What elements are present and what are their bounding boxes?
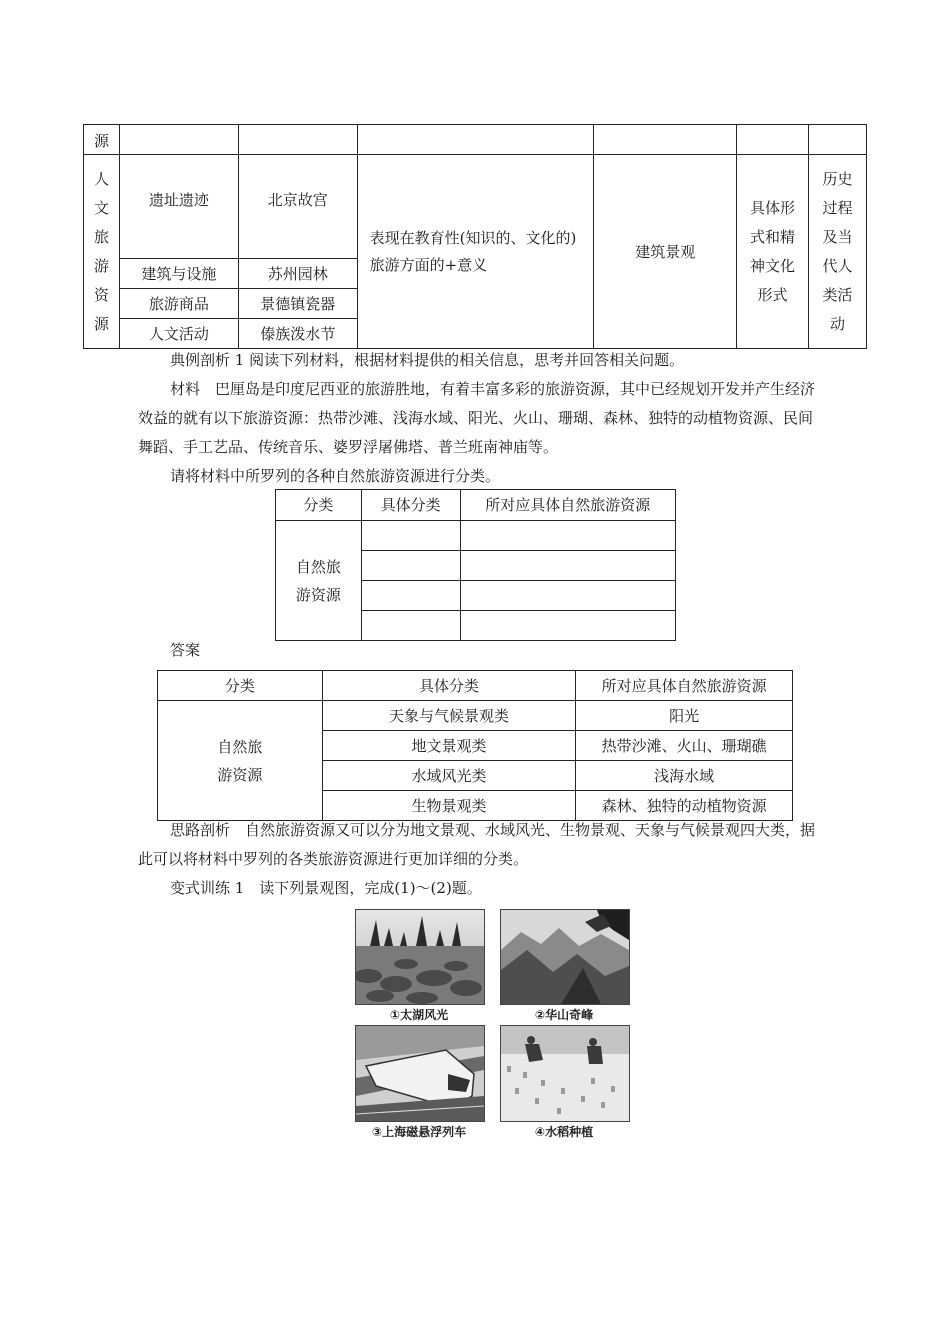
table1-history: 历史 过程 及当 代人 类活 动 (809, 155, 867, 349)
table1-row-type: 建筑与设施 (119, 259, 238, 289)
table1-col0-top: 源 (84, 125, 120, 155)
analysis-paragraph: 思路剖析 自然旅游资源又可以分为地文景观、水域风光、生物景观、天象与气候景观四大类，据此可以将材料中罗列的各类旅游资源进行更加详细的分类。 (138, 821, 816, 868)
table3-header-category: 分类 (158, 671, 323, 701)
table3-resources: 阳光 (576, 701, 793, 731)
blank-classification-table (275, 489, 676, 641)
table2-blank-cell[interactable] (460, 521, 675, 551)
table2-blank-cell[interactable] (361, 521, 460, 551)
table2-blank-cell[interactable] (361, 551, 460, 581)
table3-subtype: 水域风光类 (322, 761, 576, 791)
table3-category: 自然旅 游资源 (158, 701, 323, 821)
taihu-lake-photo (355, 909, 485, 1005)
table2-category: 自然旅 游资源 (276, 521, 362, 641)
table2-header-category: 分类 (276, 490, 362, 521)
huashan-peak-photo (500, 909, 630, 1005)
rice-planting-photo (500, 1025, 630, 1122)
table1-category-cell: 人 文 旅 游 资 源 (84, 155, 120, 349)
answer-label: 答案 (170, 641, 201, 659)
answer-table (157, 670, 793, 821)
photo-caption: ③上海磁悬浮列车 (371, 1125, 467, 1139)
table1-row-type: 人文活动 (119, 319, 238, 349)
table2-blank-cell[interactable] (361, 581, 460, 611)
table2-header-subtype: 具体分类 (361, 490, 460, 521)
table1-significance: 表现在教育性(知识的、文化的)旅游方面的+意义 (357, 155, 594, 349)
table2-blank-cell[interactable] (361, 611, 460, 641)
table2-header-resources: 所对应具体自然旅游资源 (460, 490, 675, 521)
table1-row-example: 苏州园林 (238, 259, 357, 289)
table3-resources: 森林、独特的动植物资源 (576, 791, 793, 821)
table1-row-example: 傣族泼水节 (238, 319, 357, 349)
table1-row-example: 北京故宫 (238, 155, 357, 259)
table3-subtype: 地文景观类 (322, 731, 576, 761)
table1-landscape: 建筑景观 (594, 155, 737, 349)
table2-blank-cell[interactable] (460, 611, 675, 641)
material-paragraph: 材料 巴厘岛是印度尼西亚的旅游胜地，有着丰富多彩的旅游资源，其中已经规划开发并产生经济效益的就有以下旅游资源：热带沙滩、浅海水域、阳光、火山、珊瑚、森林、独特的动植物资源、民间舞蹈、手工艺品、传统音乐、婆罗浮屠佛塔、普兰班南神庙等。 (138, 380, 816, 456)
table1-row-type: 遗址遗迹 (119, 155, 238, 259)
photo-caption: ②华山奇峰 (534, 1008, 594, 1022)
table2-blank-cell[interactable] (460, 551, 675, 581)
table1-form: 具体形 式和精 神文化 形式 (737, 155, 809, 349)
table3-resources: 浅海水域 (576, 761, 793, 791)
table3-subtype: 天象与气候景观类 (322, 701, 576, 731)
table3-header-resources: 所对应具体自然旅游资源 (576, 671, 793, 701)
table3-subtype: 生物景观类 (322, 791, 576, 821)
table2-blank-cell[interactable] (460, 581, 675, 611)
maglev-train-photo (355, 1025, 485, 1122)
example-heading: 典例剖析 1 阅读下列材料，根据材料提供的相关信息，思考并回答相关问题。 (170, 351, 685, 369)
table3-resources: 热带沙滩、火山、珊瑚礁 (576, 731, 793, 761)
photo-caption: ④水稻种植 (534, 1125, 594, 1139)
table3-header-subtype: 具体分类 (322, 671, 576, 701)
table1-row-example: 景德镇瓷器 (238, 289, 357, 319)
exercise-heading: 变式训练 1 读下列景观图，完成(1)～(2)题。 (170, 879, 482, 897)
photo-caption: ①太湖风光 (389, 1008, 449, 1022)
question-text: 请将材料中所罗列的各种自然旅游资源进行分类。 (170, 467, 501, 485)
resource-table (83, 124, 867, 349)
table1-row-type: 旅游商品 (119, 289, 238, 319)
